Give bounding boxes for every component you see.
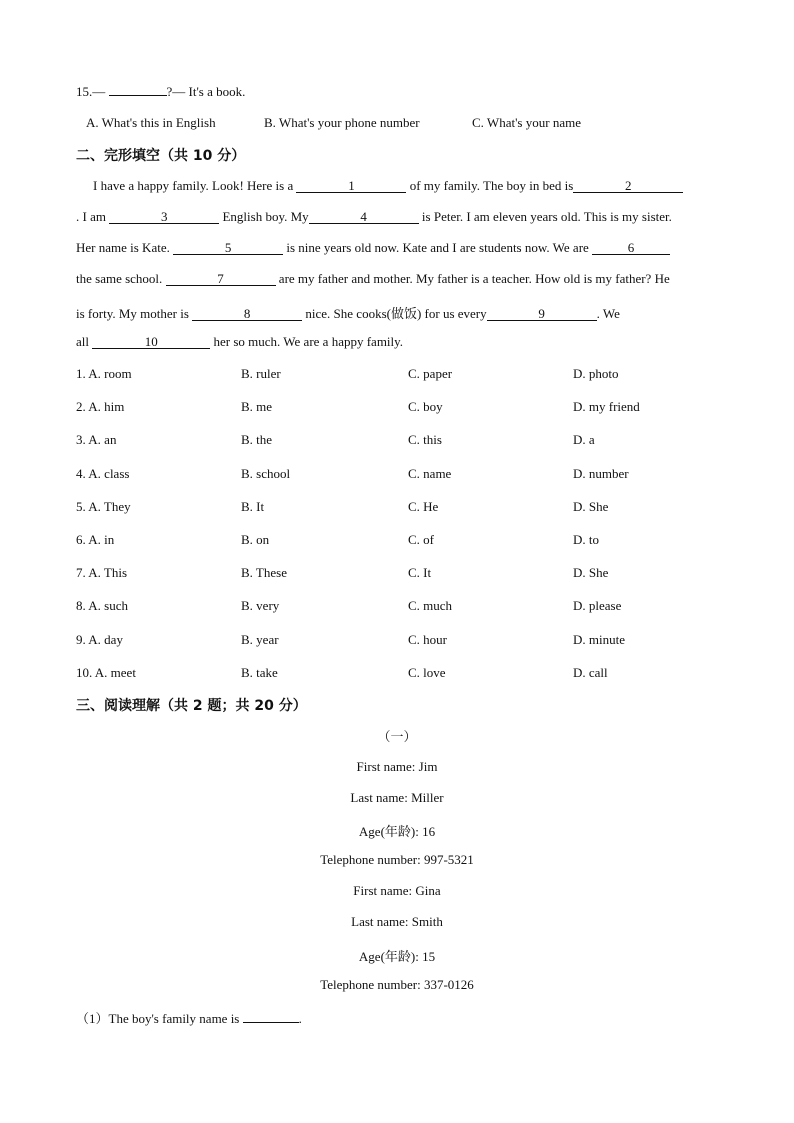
choice-d[interactable]: D. to [573,532,599,547]
passage-line-1 [93,178,683,194]
q15-prefix: 15.— [76,84,106,99]
passage-line-5 [76,303,620,322]
choice-d[interactable]: D. number [573,466,629,481]
choice-c[interactable]: C. It [408,565,432,580]
card-field: First name: Jim [356,759,438,774]
section-3-heading: 三、阅读理解（共 2 题；共 20 分） [76,698,307,714]
choice-a[interactable]: 2. A. him [76,399,125,414]
question-15 [76,84,245,100]
choice-d[interactable]: D. my friend [573,399,640,414]
passage-text: Her name is Kate. [76,240,170,255]
choice-c[interactable]: C. He [408,499,439,514]
choice-b[interactable]: B. take [241,665,278,680]
blank-2[interactable]: 2 [573,179,683,193]
card-field: Last name: Miller [350,790,444,805]
q15-option-b: B. What's your phone number [264,115,420,130]
card-field: Age(年龄): 16 [358,824,436,839]
card-field: Last name: Smith [351,914,443,929]
choice-a[interactable]: 8. A. such [76,598,128,613]
choice-a[interactable]: 10. A. meet [76,665,136,680]
passage-text: all [76,334,89,349]
choice-c[interactable]: C. paper [408,366,453,381]
choice-c[interactable]: C. name [408,466,452,481]
answer-blank[interactable] [243,1022,299,1023]
choice-d[interactable]: D. call [573,665,608,680]
choice-b[interactable]: B. very [241,598,280,613]
choice-c[interactable]: C. this [408,432,442,447]
choice-b[interactable]: B. year [241,632,279,647]
passage-subheading: （一） [377,729,417,744]
choice-d[interactable]: D. a [573,432,595,447]
blank-6[interactable]: 6 [592,241,670,255]
question-text: . [298,1011,302,1026]
card-field: Telephone number: 997-5321 [320,852,474,867]
blank-7[interactable]: 7 [166,272,276,286]
blank-4[interactable]: 4 [309,210,419,224]
choice-c[interactable]: C. boy [408,399,443,414]
choice-d[interactable]: D. She [573,499,609,514]
reading-question-1 [76,1008,302,1027]
card-field: First name: Gina [353,883,441,898]
answer-blank[interactable] [109,95,167,96]
blank-9[interactable]: 9 [487,307,597,321]
choice-c[interactable]: C. of [408,532,434,547]
blank-8[interactable]: 8 [192,307,302,321]
choice-b[interactable]: B. on [241,532,270,547]
passage-text: is forty. My mother is [76,306,189,321]
choice-c[interactable]: C. love [408,665,446,680]
passage-text: nice. She cooks(做饭) for us every [305,306,487,321]
passage-text: is Peter. I am eleven years old. This is my sister. [421,209,672,224]
blank-1[interactable]: 1 [296,179,406,193]
choice-d[interactable]: D. please [573,598,622,613]
blank-10[interactable]: 10 [92,335,210,349]
choice-c[interactable]: C. much [408,598,453,613]
passage-text: I have a happy family. Look! Here is a [93,178,294,193]
choice-d[interactable]: D. minute [573,632,625,647]
passage-text: is nine years old now. Kate and I are students now. We are [286,240,589,255]
choice-a[interactable]: 9. A. day [76,632,123,647]
choice-a[interactable]: 5. A. They [76,499,131,514]
choice-c[interactable]: C. hour [408,632,447,647]
choice-a[interactable]: 4. A. class [76,466,130,481]
choice-b[interactable]: B. It [241,499,265,514]
passage-line-3 [76,240,670,256]
q15-option-a: A. What's this in English [86,115,216,130]
passage-line-6 [76,334,403,350]
passage-text: the same school. [76,271,163,286]
blank-5[interactable]: 5 [173,241,283,255]
choice-b[interactable]: B. ruler [241,366,281,381]
passage-line-2 [76,209,672,225]
choice-b[interactable]: B. These [241,565,287,580]
choice-b[interactable]: B. the [241,432,273,447]
choice-a[interactable]: 6. A. in [76,532,115,547]
q15-option-c: C. What's your name [472,115,581,130]
question-text: （1）The boy's family name is [76,1011,240,1026]
choice-d[interactable]: D. She [573,565,609,580]
passage-text: . I am [76,209,106,224]
passage-line-4 [76,271,670,287]
section-2-heading: 二、完形填空（共 10 分） [76,148,246,164]
passage-text: her so much. We are a happy family. [213,334,404,349]
card-field: Age(年龄): 15 [358,949,436,964]
card-field: Telephone number: 337-0126 [320,977,474,992]
passage-text: are my father and mother. My father is a teacher. How old is my father? He [278,271,670,286]
choice-b[interactable]: B. school [241,466,291,481]
q15-suffix: ?— It's a book. [166,84,246,99]
choice-d[interactable]: D. photo [573,366,619,381]
choice-a[interactable]: 3. A. an [76,432,117,447]
choice-b[interactable]: B. me [241,399,273,414]
choice-a[interactable]: 1. A. room [76,366,132,381]
choice-a[interactable]: 7. A. This [76,565,128,580]
blank-3[interactable]: 3 [109,210,219,224]
passage-text: of my family. The boy in bed is [409,178,574,193]
passage-text: English boy. My [222,209,309,224]
passage-text: . We [596,306,620,321]
